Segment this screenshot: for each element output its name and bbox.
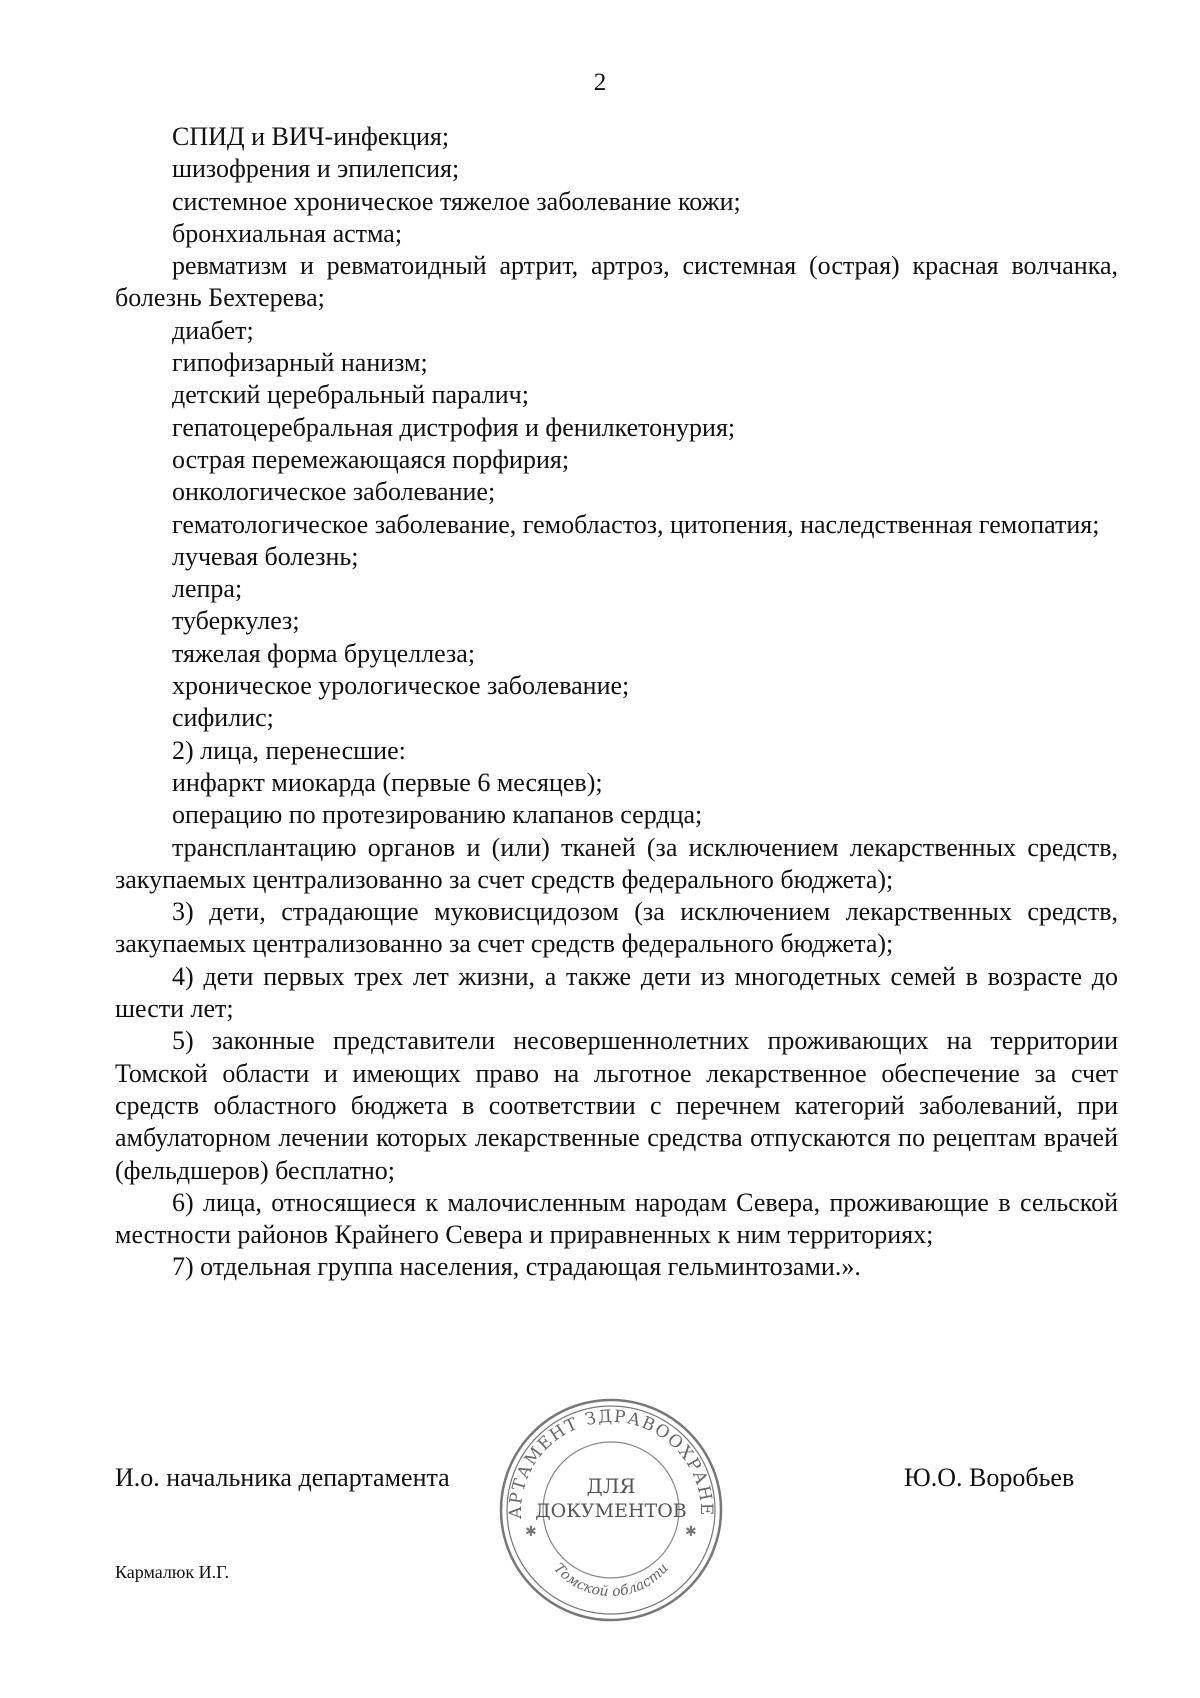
list-item: лепра;	[172, 574, 243, 604]
executor-name: Кармалюк И.Г.	[115, 1562, 229, 1582]
stamp-center-line2: ДОКУМЕНТОВ	[535, 1500, 687, 1522]
stamp-ring-bottom: Томской области	[550, 1560, 672, 1601]
list-item: хроническое урологическое заболевание;	[172, 671, 630, 701]
list-item: диабет;	[172, 315, 254, 345]
list-item: онкологическое заболевание;	[172, 477, 496, 507]
list-item: сифилис;	[172, 703, 274, 733]
list-item: системное хроническое тяжелое заболевание кожи;	[172, 186, 741, 216]
list-item: 5) законные представители несовершеннолетних проживающих на территории Томской области и имеющих право на льготное лекарственное обеспечение за счет средств областного бюджета в соответствии с перечнем категорий заболеваний, при амбулаторном лечении которых лекарственные средства отпускаются по рецептам врачей (фельдшеров) бесплатно;	[115, 1026, 1118, 1185]
list-item: 7) отдельная группа населения, страдающая гельминтозами.».	[172, 1252, 861, 1282]
document-body	[115, 121, 1118, 1284]
list-item: лучевая болезнь;	[172, 541, 359, 571]
list-item: детский церебральный паралич;	[172, 380, 529, 410]
star-icon: ✱	[525, 1525, 537, 1540]
svg-text:Томской области	[550, 1560, 671, 1600]
official-stamp	[497, 1396, 725, 1624]
list-item: гепатоцеребральная дистрофия и фенилкетонурия;	[172, 412, 736, 442]
list-item: инфаркт миокарда (первые 6 месяцев);	[172, 767, 603, 797]
list-item: острая перемежающаяся порфирия;	[172, 444, 570, 474]
stamp-ring-top: АРТАМЕНТ ЗДРАВООХРАНЕ	[505, 1406, 717, 1520]
signature-name: Ю.О. Воробьев	[904, 1463, 1075, 1492]
star-icon: ✱	[685, 1525, 697, 1540]
list-item: 6) лица, относящиеся к малочисленным народам Севера, проживающие в сельской местности районов Крайнего Севера и приравненных к ним территориях;	[115, 1187, 1118, 1250]
list-item: 3) дети, страдающие муковисцидозом (за исключением лекарственных средств, закупаемых централизованно за счет средств федерального бюджета);	[115, 897, 1118, 959]
list-item: туберкулез;	[172, 606, 300, 636]
page-number: 2	[593, 69, 607, 96]
list-item: 2) лица, перенесшие:	[172, 735, 406, 765]
list-item: гипофизарный нанизм;	[172, 348, 428, 378]
list-item: бронхиальная астма;	[172, 218, 403, 248]
list-item: 4) дети первых трех лет жизни, а также дети из многодетных семей в возрасте до шести лет;	[115, 961, 1118, 1024]
list-item: гематологическое заболевание, гемобластоз, цитопения, наследственная гемопатия;	[172, 509, 1100, 539]
list-item: трансплантацию органов и (или) тканей (за исключением лекарственных средств, закупаемых централизованно за счет средств федерального бюджета);	[115, 832, 1118, 894]
list-item: шизофрения и эпилепсия;	[172, 154, 460, 184]
list-item: ревматизм и ревматоидный артрит, артроз, системная (острая) красная волчанка, болезнь Бехтерева;	[115, 251, 1118, 313]
list-item: операцию по протезированию клапанов сердца;	[172, 800, 703, 830]
list-item: тяжелая форма бруцеллеза;	[172, 638, 476, 668]
signature-title: И.о. начальника департамента	[115, 1463, 450, 1492]
list-item: СПИД и ВИЧ-инфекция;	[172, 122, 450, 151]
stamp-center-line1: ДЛЯ	[586, 1474, 636, 1498]
